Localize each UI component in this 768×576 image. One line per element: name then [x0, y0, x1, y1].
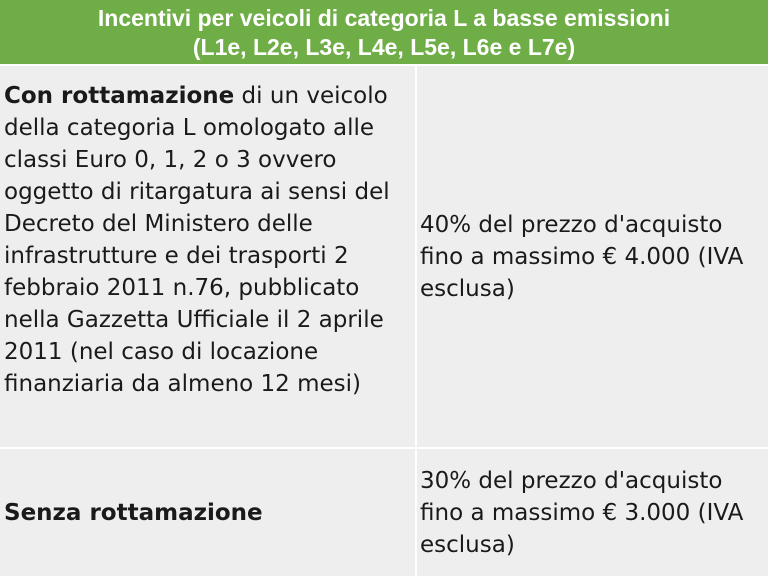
- table-row: [0, 449, 768, 576]
- condition-cell-with-scrappage: [0, 66, 417, 447]
- table-header: [0, 0, 768, 66]
- incentive-cell-without-scrappage: [417, 449, 768, 576]
- condition-cell-without-scrappage: [0, 449, 417, 576]
- incentive-amount-without-scrappage: 30% del prezzo d'acquisto fino a massimo € 3.000 (IVA esclusa): [420, 467, 744, 558]
- table-row: [0, 66, 768, 449]
- incentive-cell-with-scrappage: [417, 66, 768, 447]
- header-title-line2: (L1e, L2e, L3e, L4e, L5e, L6e e L7e): [192, 34, 576, 60]
- header-title-line1: Incentivi per veicoli di categoria L a basse emissioni: [97, 5, 671, 31]
- condition-title-without-scrappage: Senza rottamazione: [4, 499, 263, 526]
- condition-description: di un veicolo della categoria L omologato alle classi Euro 0, 1, 2 o 3 ovvero oggetto di ritargatura ai sensi del Decreto del Ministero delle infrastrutture e dei trasporti 2 febbraio 2011 n.76, pubblicato nella Gazzetta Ufficiale il 2 aprile 2011 (nel caso di locazione finanziaria da almeno 12 mesi): [4, 83, 390, 397]
- condition-title-with-scrappage: Con rottamazione: [4, 83, 235, 109]
- incentive-amount-with-scrappage: 40% del prezzo d'acquisto fino a massimo € 4.000 (IVA esclusa): [420, 211, 744, 302]
